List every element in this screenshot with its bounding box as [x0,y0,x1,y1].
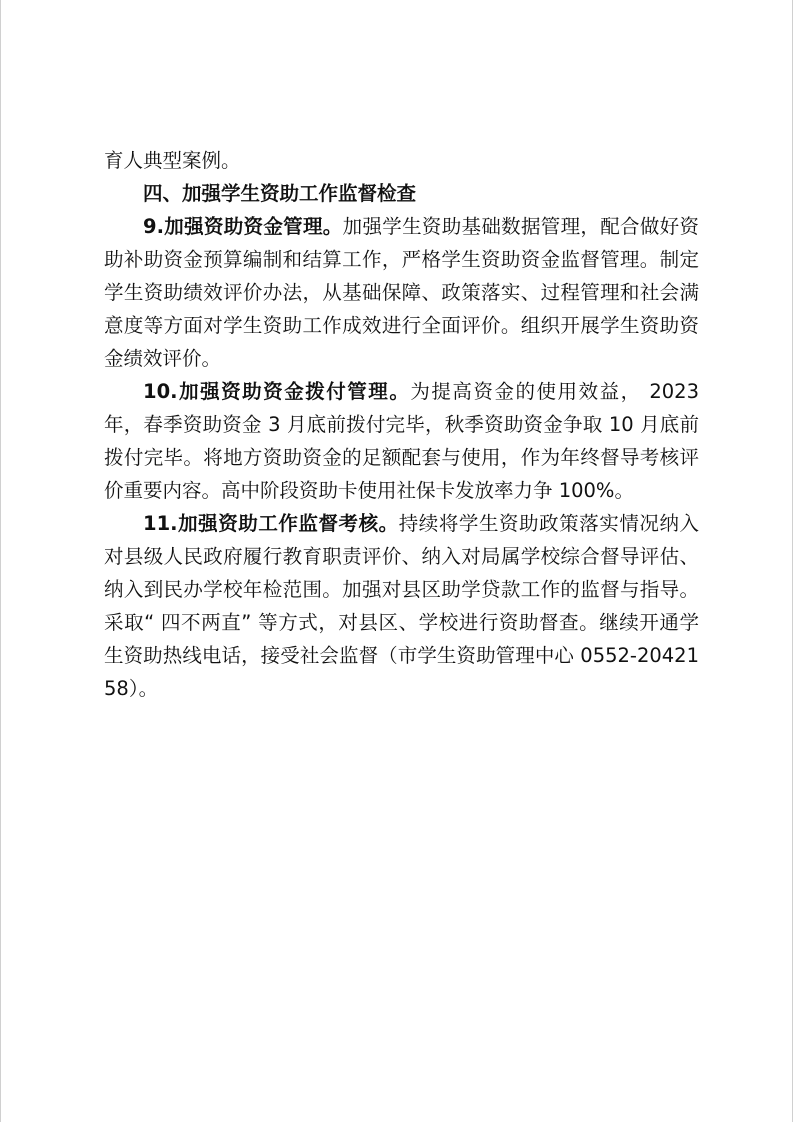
item-lead-11: 11.加强资助工作监督考核。 [143,512,399,535]
section-heading: 四、加强学生资助工作监督检查 [143,182,417,205]
item-paragraph-9 [104,210,699,375]
continuation-text: 育人典型案例。 [104,149,241,172]
item-lead-10: 10.加强资助资金拨付管理。 [143,380,411,403]
item-body-10: 为提高资金的使用效益， 2023年，春季资助资金 3 月底前拨付完毕，秋季资助资金争取 10 月底前拨付完毕。将地方资助资金的足额配套与使用，作为年终督导考核评价重要内容。高中阶段资助卡使用社保卡发放率力争 100%。 [104,380,699,502]
item-paragraph-11 [104,507,699,705]
item-paragraph-10 [104,375,699,507]
item-lead-9: 9.加强资助资金管理。 [143,215,343,238]
item-body-11: 持续将学生资助政策落实情况纳入对县级人民政府履行教育职责评价、纳入对局属学校综合督导评估、纳入到民办学校年检范围。加强对县区助学贷款工作的监督与指导。采取“ 四不两直” 等方式，对县区、学校进行资助督查。继续开通学生资助热线电话，接受社会监督（市学生资助管理中心 0552-2042158）。 [104,512,699,700]
page-border-left [0,0,1,1122]
document-body [104,144,699,705]
item-body-9: 加强学生资助基础数据管理，配合做好资助补助资金预算编制和结算工作，严格学生资助资金监督管理。制定学生资助绩效评价办法，从基础保障、政策落实、过程管理和社会满意度等方面对学生资助工作成效进行全面评价。组织开展学生资助资金绩效评价。 [104,215,699,370]
